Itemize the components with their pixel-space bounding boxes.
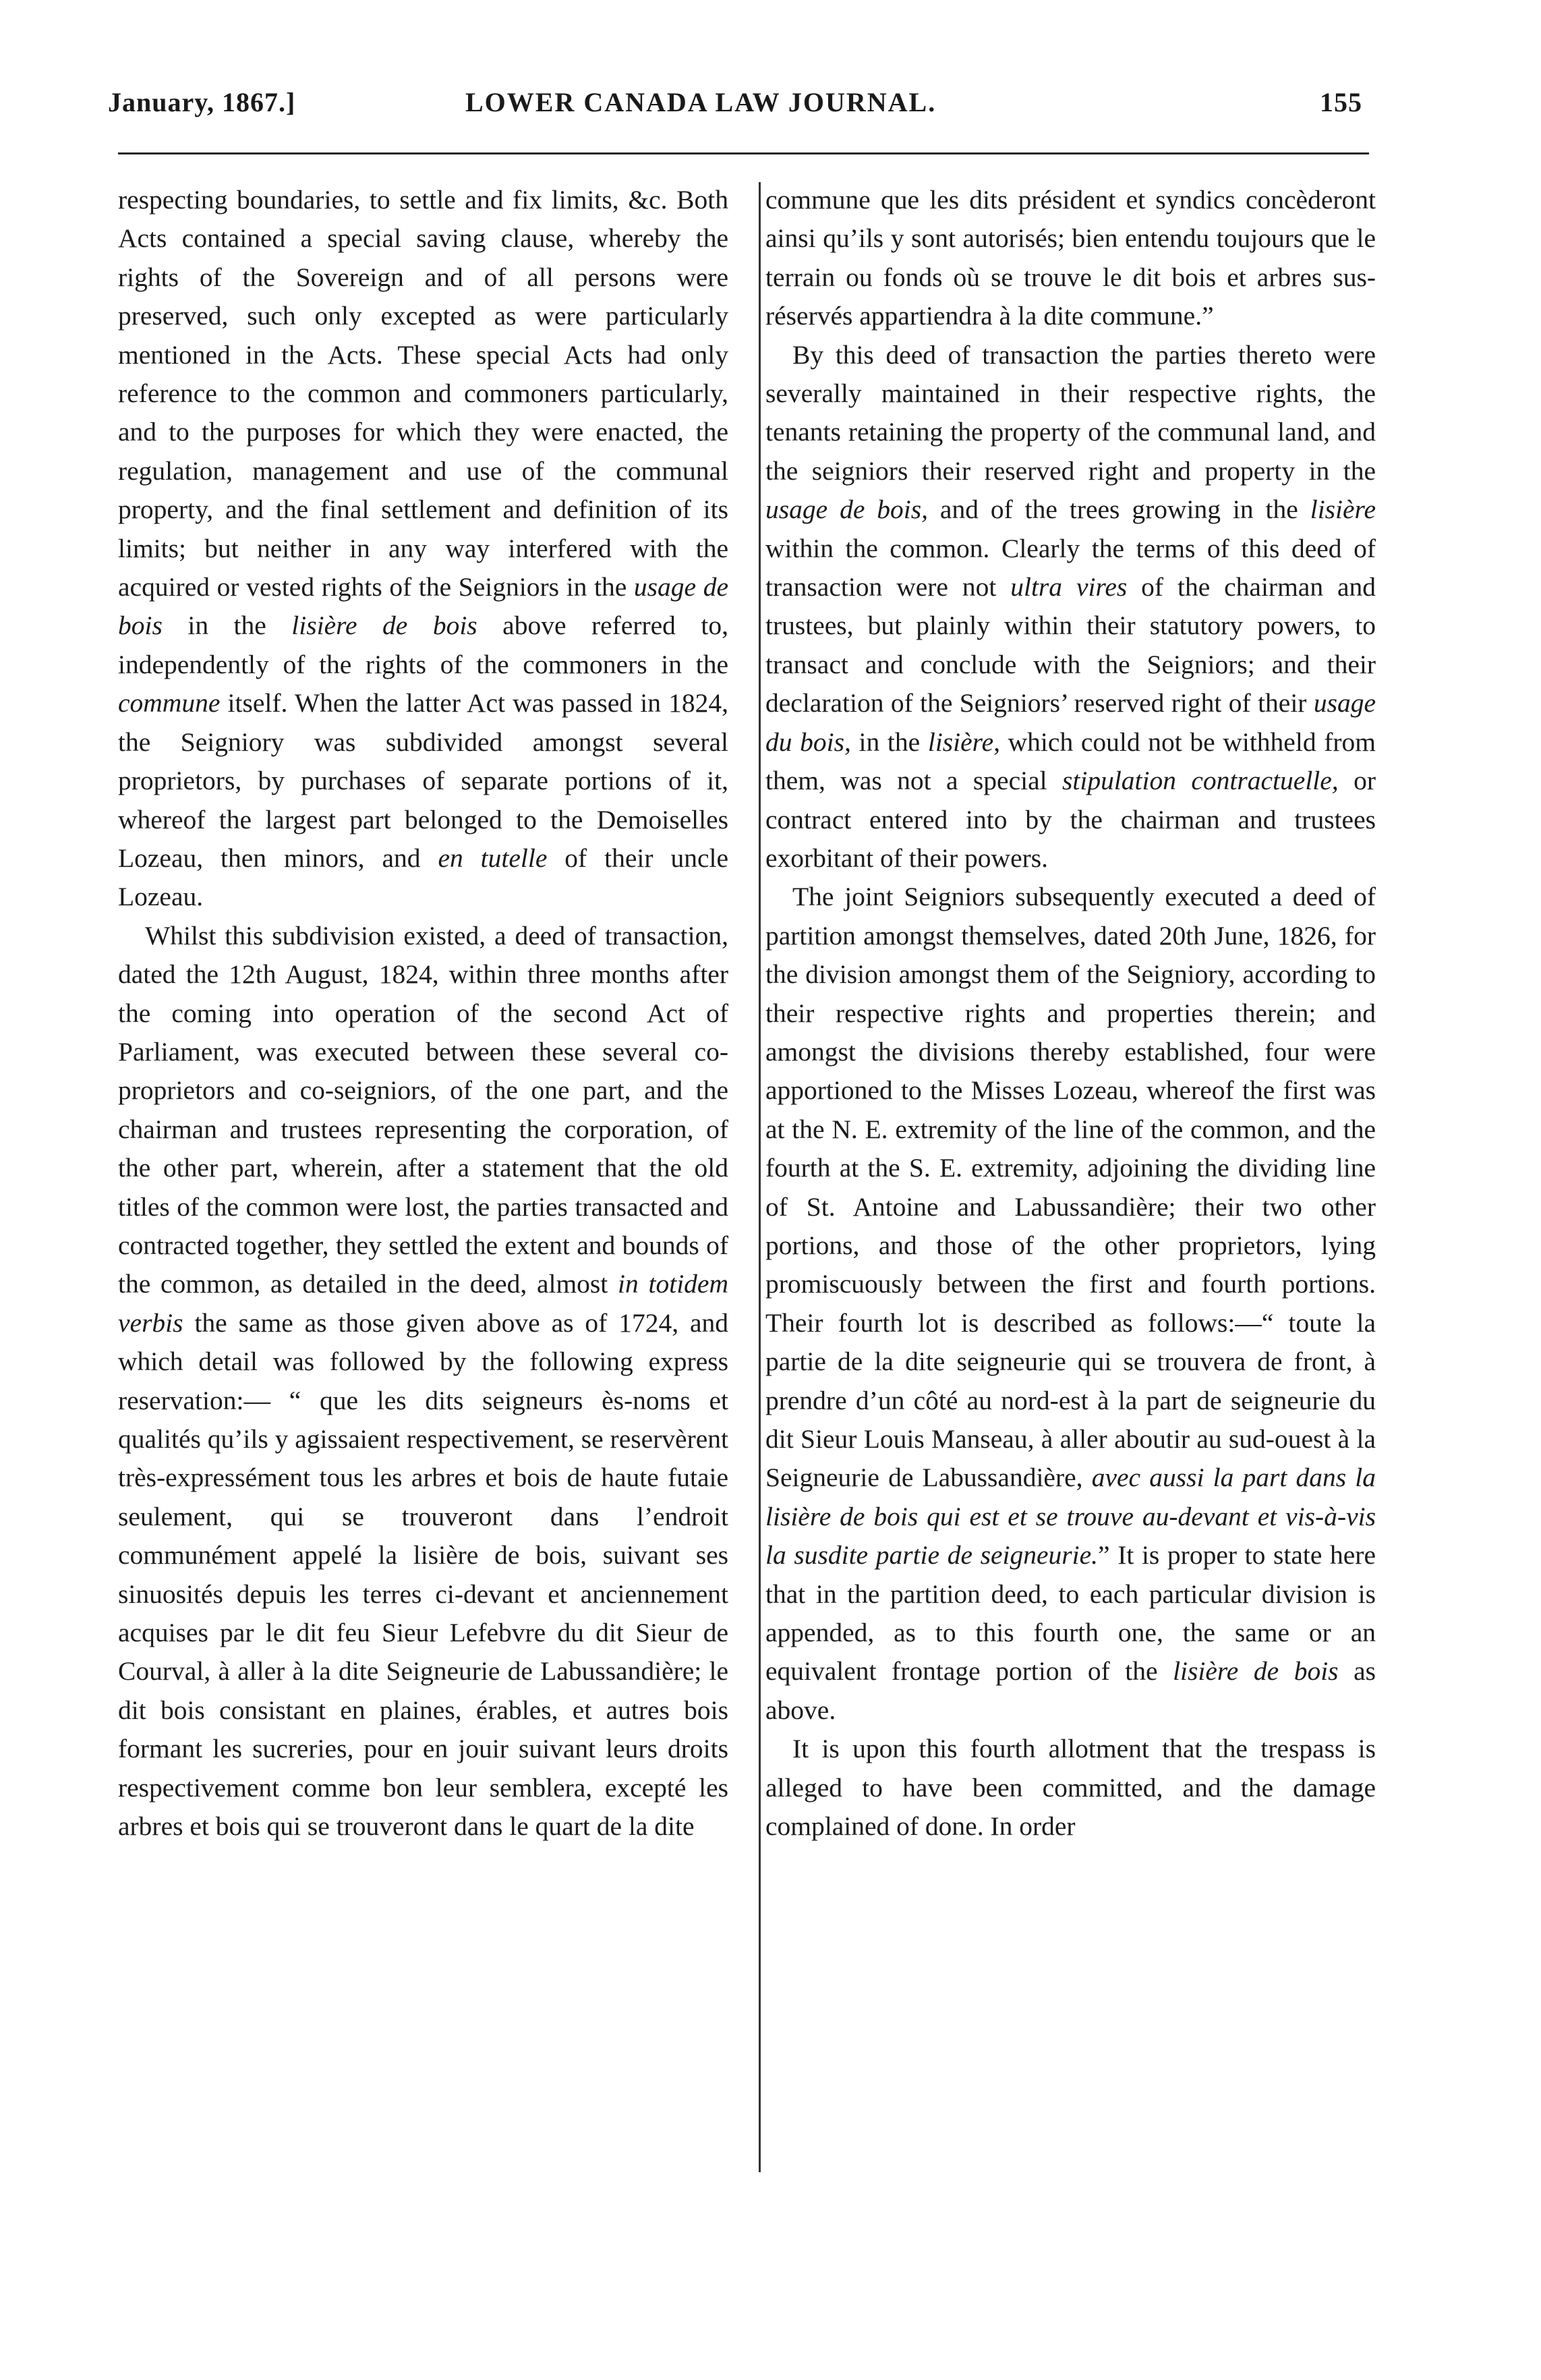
italic-text-run: in totidem verbis <box>118 1269 728 1338</box>
italic-text-run: lisière de bois <box>1173 1656 1339 1687</box>
text-run: of the chairman and trustees, but plainly within their statutory powers, to transact and conclude with the Seigniors; and their declaration of the Seigniors’ reserved right of their <box>765 572 1376 718</box>
text-run: above referred to, independently of the rights of the commoners in the <box>118 611 728 679</box>
italic-text-run: stipulation contractuelle, <box>1062 766 1339 796</box>
left-paragraph-1 <box>118 181 728 917</box>
text-run: By this deed of transaction the parties thereto were severally maintained in their respective rights, the tenants retaining the property of the communal land, and the seigniors their reserved right and property in the <box>765 339 1376 486</box>
italic-text-run: commune <box>118 688 221 718</box>
text-run: and of the trees growing in the <box>928 494 1310 525</box>
italic-text-run: lisière <box>1310 494 1376 525</box>
header-date: January, 1867.] <box>108 87 296 117</box>
text-run: Whilst this subdivision existed, a deed of transaction, dated the 12th August, 1824, within three months after the coming into operation of the second Act of Parliament, was executed between these several co-proprietors and co-seigniors, of the one part, and the chairman and trustees representing the corporation, of the other part, wherein, after a statement that the old titles of the common were lost, the parties transacted and contracted together, they settled the extent and bounds of the common, as detailed in the deed, almost <box>118 920 728 1299</box>
italic-text-run: usage de bois, <box>765 494 928 525</box>
running-header <box>108 86 1362 134</box>
right-column <box>765 181 1376 1846</box>
text-run: It is upon this fourth allotment that the trespass is alleged to have been committed, and the damage complained of done. In order <box>765 1734 1376 1842</box>
italic-text-run: lisière, <box>927 727 1000 757</box>
text-run: or contract entered into by the chairman and trustees exorbitant of their powers. <box>765 766 1376 873</box>
italic-text-run: avec aussi la part dans la lisière de bois qui est et se trouve au-devant et vis-à-vis la susdite partie de seigneurie. <box>765 1463 1376 1570</box>
text-run: within the common. Clearly the terms of this deed of transaction were not <box>765 533 1376 602</box>
text-run: in the <box>850 727 928 757</box>
text-run: ” It is proper to state here that in the partition deed, to each particular division is appended, as to this fourth one, the same or an equivalent frontage portion of the <box>765 1540 1376 1687</box>
left-paragraph-2 <box>118 917 728 1846</box>
text-run: the same as those given above as of 1724, and which detail was followed by the following express reservation:— “ que les dits seigneurs ès-noms et qualités qu’ils y agissaient respectivement, se reservèrent très-expressément tous les arbres et bois de haute futaie seulement, qui se trouveront dans l’endroit communément appelé la lisière de bois, suivant ses sinuosités depuis les terres ci-devant et anciennement acquises par le dit feu Sieur Lefebvre du dit Sieur de Courval, à aller à la dite Seigneurie de Labussandière; le dit bois consistant en plaines, érables, et autres bois formant les sucreries, pour en jouir suivant leurs droits respectivement comme bon leur semblera, excepté les arbres et bois qui se trouveront dans le quart de la dite <box>118 1307 728 1842</box>
text-run: The joint Seigniors subsequently executed a deed of partition amongst themselves, dated 20th June, 1826, for the division amongst them of the Seigniory, according to their respective rights and properties therein; and amongst the divisions thereby established, four were apportioned to the Misses Lozeau, whereof the first was at the N. E. extremity of the line of the common, and the fourth at the S. E. extremity, adjoining the dividing line of St. Antoine and Labussandière; their two other portions, and those of the other proprietors, lying promiscuously between the first and fourth portions. Their fourth lot is described as follows:—“ toute la partie de la dite seigneurie qui se trouvera de front, à prendre d’un côté au nord-est à la part de seigneurie du dit Sieur Louis Manseau, à aller aboutir au sud-ouest à la Seigneurie de Labussandière, <box>765 882 1376 1493</box>
text-run: as above. <box>765 1656 1376 1725</box>
right-paragraph-1 <box>765 181 1376 336</box>
italic-text-run: usage de bois <box>118 572 728 641</box>
right-paragraph-4 <box>765 1730 1376 1846</box>
text-run: respecting boundaries, to settle and fix limits, &c. Both Acts contained a special saving clause, whereby the rights of the Sovereign and of all persons were preserved, such only excepted as were particularly mentioned in the Acts. These special Acts had only reference to the common and commoners particularly, and to the purposes for which they were enacted, the regulation, management and use of the communal property, and the final settlement and definition of its limits; but neither in any way interfered with the acquired or vested rights of the Seigniors in the <box>118 185 728 602</box>
page-number: 155 <box>1320 87 1362 117</box>
text-run: itself. When the latter Act was passed in 1824, the Seigniory was subdivided amongst several proprietors, by purchases of separate portions of it, whereof the largest part belonged to the Demoiselles Lozeau, then minors, and <box>118 688 728 873</box>
left-column <box>118 181 728 1846</box>
journal-title: LOWER CANADA LAW JOURNAL. <box>465 87 937 117</box>
text-run: of their uncle Lozeau. <box>118 843 728 912</box>
column-divider <box>759 182 761 2172</box>
italic-text-run: ultra vires <box>1010 572 1128 602</box>
text-run: in the <box>162 611 292 641</box>
text-run: commune que les dits président et syndics concèderont ainsi qu’ils y sont autorisés; bien entendu toujours que le terrain ou fonds où se trouve le dit bois et arbres sus-réservés appartiendra à la dite commune.” <box>765 185 1376 331</box>
italic-text-run: lisière de bois <box>291 611 477 641</box>
right-paragraph-2 <box>765 336 1376 878</box>
header-rule <box>118 152 1369 154</box>
italic-text-run: usage du bois, <box>765 688 1376 757</box>
italic-text-run: en tutelle <box>438 843 548 873</box>
text-run: which could not be withheld from them, was not a special <box>765 727 1376 796</box>
right-paragraph-3 <box>765 878 1376 1730</box>
